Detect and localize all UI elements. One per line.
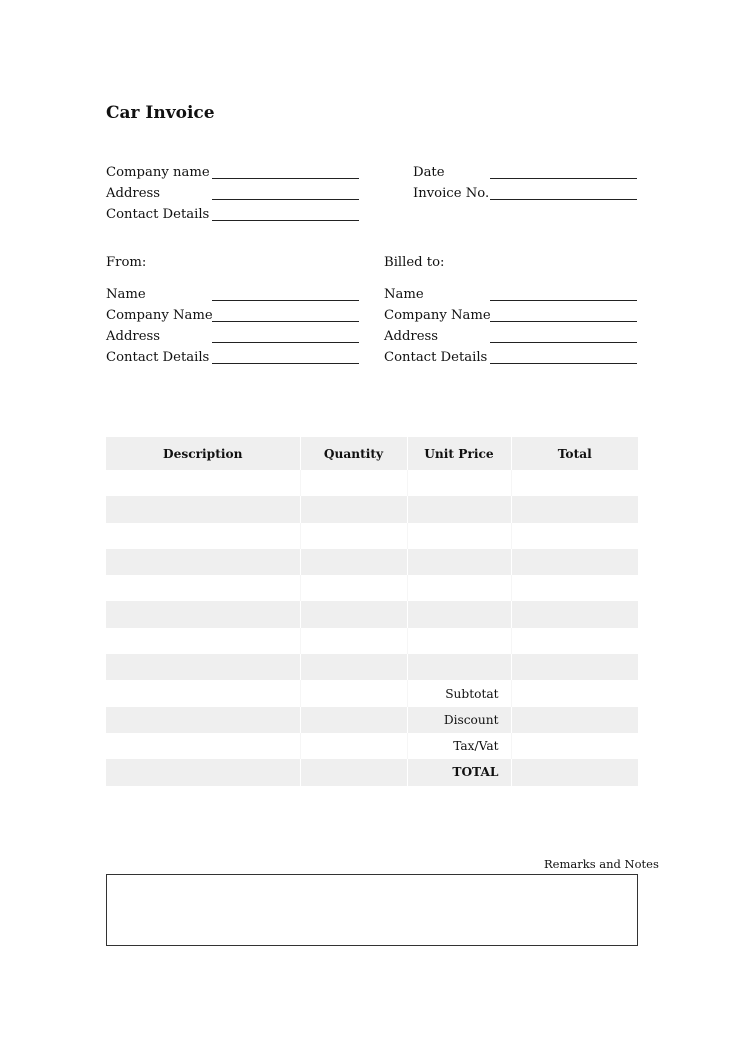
cell-total[interactable] bbox=[511, 601, 638, 627]
billed-contact-field[interactable] bbox=[490, 363, 637, 364]
subtotal-label: Subtotat bbox=[407, 680, 511, 706]
billed-company-label: Company Name bbox=[384, 308, 491, 323]
cell-description[interactable] bbox=[106, 549, 300, 575]
header-unit-price: Unit Price bbox=[407, 437, 511, 470]
billed-address-label: Address bbox=[384, 329, 439, 344]
cell-unit-price[interactable] bbox=[407, 601, 511, 627]
table-row[interactable] bbox=[106, 523, 638, 549]
table-row[interactable] bbox=[106, 575, 638, 601]
discount-label: Discount bbox=[407, 707, 511, 733]
from-address-field[interactable] bbox=[212, 342, 359, 343]
remarks-label: Remarks and Notes bbox=[544, 857, 659, 871]
cell-description[interactable] bbox=[106, 575, 300, 601]
table-row[interactable] bbox=[106, 601, 638, 627]
cell-description[interactable] bbox=[106, 654, 300, 680]
date-label: Date bbox=[413, 165, 445, 180]
cell-total[interactable] bbox=[511, 628, 638, 654]
total-label: TOTAL bbox=[407, 759, 511, 785]
cell-total[interactable] bbox=[511, 549, 638, 575]
cell-unit-price[interactable] bbox=[407, 654, 511, 680]
billed-company-field[interactable] bbox=[490, 321, 637, 322]
cell-unit-price[interactable] bbox=[407, 523, 511, 549]
billed-name-label: Name bbox=[384, 287, 424, 302]
table-row[interactable] bbox=[106, 549, 638, 575]
company-name-field[interactable] bbox=[212, 178, 359, 179]
table-row[interactable] bbox=[106, 654, 638, 680]
from-heading: From: bbox=[106, 255, 147, 270]
cell-description[interactable] bbox=[106, 601, 300, 627]
from-company-field[interactable] bbox=[212, 321, 359, 322]
from-name-label: Name bbox=[106, 287, 146, 302]
from-address-label: Address bbox=[106, 329, 161, 344]
table-row[interactable] bbox=[106, 628, 638, 654]
company-contact-field[interactable] bbox=[212, 220, 359, 221]
table-row[interactable] bbox=[106, 470, 638, 496]
billed-name-field[interactable] bbox=[490, 300, 637, 301]
from-contact-field[interactable] bbox=[212, 363, 359, 364]
company-contact-label: Contact Details bbox=[106, 207, 210, 222]
billed-heading: Billed to: bbox=[384, 255, 445, 270]
cell-description[interactable] bbox=[106, 523, 300, 549]
cell-unit-price[interactable] bbox=[407, 575, 511, 601]
cell-total[interactable] bbox=[511, 654, 638, 680]
cell-total[interactable] bbox=[511, 523, 638, 549]
invoice-no-field[interactable] bbox=[490, 199, 637, 200]
subtotal-row bbox=[106, 680, 638, 706]
cell-total[interactable] bbox=[511, 470, 638, 496]
cell-quantity[interactable] bbox=[300, 575, 407, 601]
cell-quantity[interactable] bbox=[300, 549, 407, 575]
discount-value[interactable] bbox=[511, 707, 638, 733]
cell-quantity[interactable] bbox=[300, 470, 407, 496]
discount-row bbox=[106, 707, 638, 733]
cell-total[interactable] bbox=[511, 575, 638, 601]
invoice-title: Car Invoice bbox=[106, 103, 215, 123]
items-table bbox=[106, 437, 638, 786]
table-header-row bbox=[106, 437, 638, 470]
tax-row bbox=[106, 733, 638, 759]
date-field[interactable] bbox=[490, 178, 637, 179]
from-name-field[interactable] bbox=[212, 300, 359, 301]
from-contact-label: Contact Details bbox=[106, 350, 210, 365]
cell-quantity[interactable] bbox=[300, 628, 407, 654]
cell-unit-price[interactable] bbox=[407, 628, 511, 654]
cell-quantity[interactable] bbox=[300, 523, 407, 549]
billed-address-field[interactable] bbox=[490, 342, 637, 343]
subtotal-value[interactable] bbox=[511, 680, 638, 706]
cell-unit-price[interactable] bbox=[407, 496, 511, 522]
remarks-box[interactable] bbox=[106, 874, 638, 946]
billed-contact-label: Contact Details bbox=[384, 350, 488, 365]
header-description: Description bbox=[106, 437, 300, 470]
company-name-label: Company name bbox=[106, 165, 210, 180]
cell-unit-price[interactable] bbox=[407, 470, 511, 496]
cell-total[interactable] bbox=[511, 496, 638, 522]
cell-description[interactable] bbox=[106, 496, 300, 522]
company-address-field[interactable] bbox=[212, 199, 359, 200]
header-quantity: Quantity bbox=[300, 437, 407, 470]
cell-quantity[interactable] bbox=[300, 601, 407, 627]
tax-value[interactable] bbox=[511, 733, 638, 759]
table-row[interactable] bbox=[106, 496, 638, 522]
cell-quantity[interactable] bbox=[300, 654, 407, 680]
total-row bbox=[106, 759, 638, 785]
total-value[interactable] bbox=[511, 759, 638, 785]
cell-description[interactable] bbox=[106, 470, 300, 496]
cell-quantity[interactable] bbox=[300, 496, 407, 522]
invoice-no-label: Invoice No. bbox=[413, 186, 490, 201]
from-company-label: Company Name bbox=[106, 308, 213, 323]
header-total: Total bbox=[557, 446, 592, 461]
cell-description[interactable] bbox=[106, 628, 300, 654]
tax-label: Tax/Vat bbox=[407, 733, 511, 759]
cell-unit-price[interactable] bbox=[407, 549, 511, 575]
company-address-label: Address bbox=[106, 186, 161, 201]
